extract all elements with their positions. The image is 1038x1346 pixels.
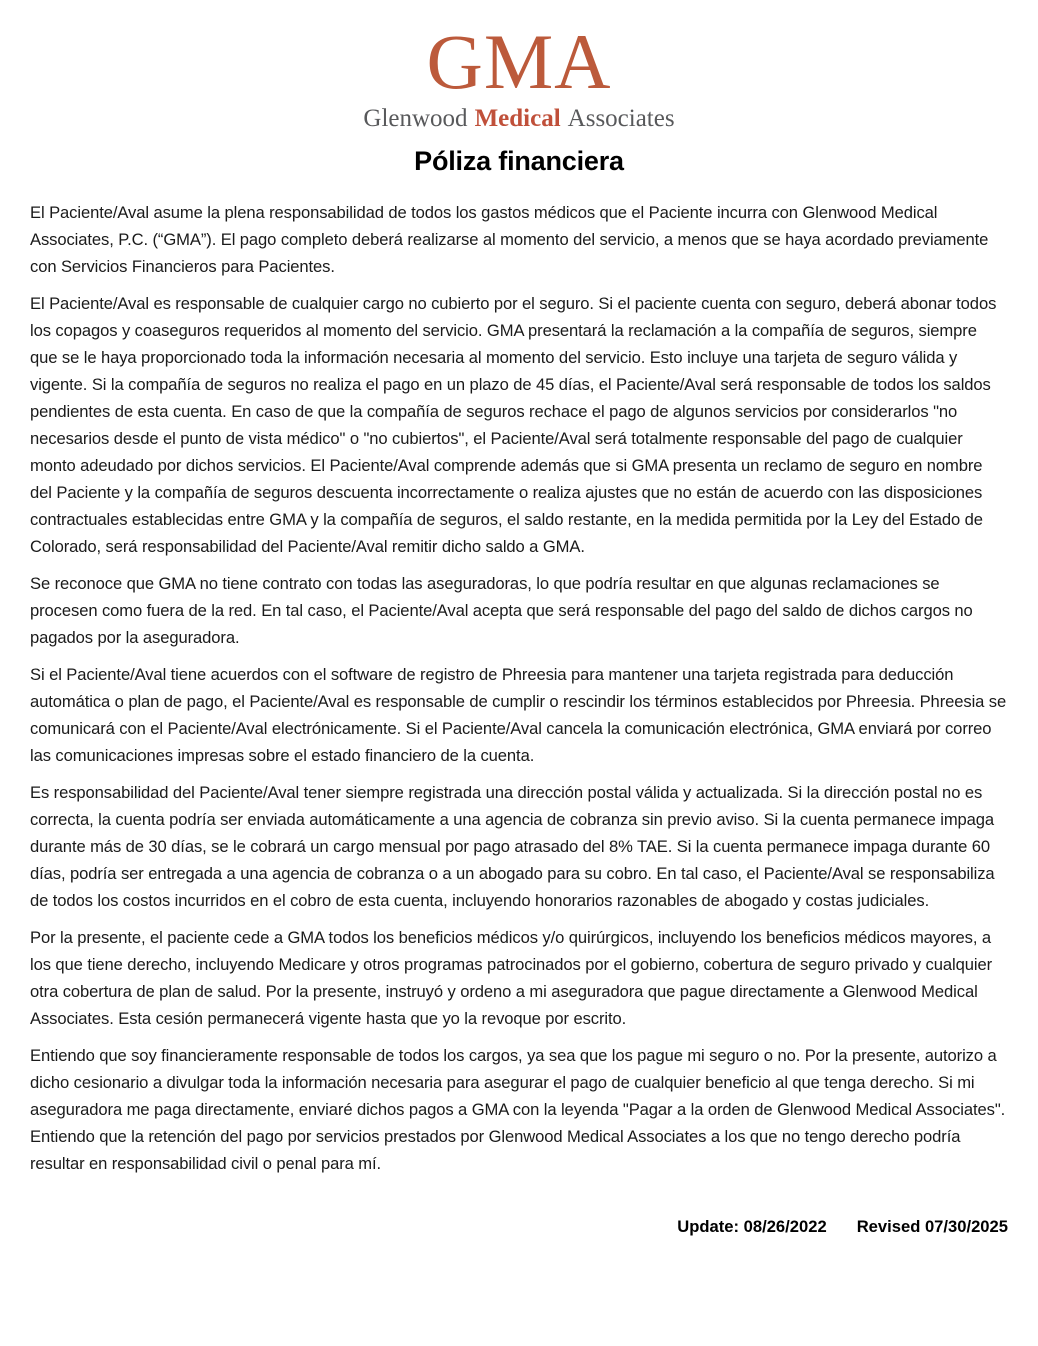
logo-subtitle-glenwood: Glenwood: [363, 105, 468, 132]
document-header: [30, 18, 1008, 177]
gma-logo: GMA: [426, 18, 612, 105]
policy-paragraph: Entiendo que soy financieramente responsable de todos los cargos, ya sea que los pague mi seguro o no. Por la presente, autorizo a dicho cesionario a divulgar toda la información necesaria para asegurar el pago de cualquier beneficio al que tenga derecho. Si mi aseguradora me paga directamente, enviaré dichos pagos a GMA con la leyenda "Pagar a la orden de Glenwood Medical Associates". Entiendo que la retención del pago por servicios prestados por Glenwood Medical Associates a los que no tengo derecho podría resultar en responsabilidad civil o penal para mí.: [30, 1046, 1006, 1173]
logo-subtitle: [30, 104, 1008, 134]
page-title: Póliza financiera: [414, 146, 624, 176]
update-date: Update: 08/26/2022: [677, 1217, 827, 1236]
revised-date: Revised 07/30/2025: [856, 1217, 1008, 1236]
document-footer: [30, 1217, 1008, 1237]
policy-body: [30, 199, 1008, 1187]
policy-paragraph: El Paciente/Aval asume la plena responsabilidad de todos los gastos médicos que el Paciente incurra con Glenwood Medical Associates, P.C. (“GMA”). El pago completo deberá realizarse al momento del servicio, a menos que se haya acordado previamente con Servicios Financieros para Pacientes.: [30, 203, 989, 276]
logo-subtitle-medical: Medical: [474, 105, 561, 132]
policy-paragraph: Por la presente, el paciente cede a GMA todos los beneficios médicos y/o quirúrgicos, incluyendo los beneficios médicos mayores, a los que tiene derecho, incluyendo Medicare y otros programas patrocinados por el gobierno, cobertura de seguro privado y cualquier otra cobertura de plan de salud. Por la presente, instruyó y ordeno a mi aseguradora que pague directamente a Glenwood Medical Associates. Esta cesión permanecerá vigente hasta que yo la revoque por escrito.: [30, 928, 992, 1028]
policy-paragraph: El Paciente/Aval es responsable de cualquier cargo no cubierto por el seguro. Si el paciente cuenta con seguro, deberá abonar todos los copagos y coaseguros requeridos al momento del servicio. GMA presentará la reclamación a la compañía de seguros, siempre que se le haya proporcionado toda la información necesaria al momento del servicio. Esto incluye una tarjeta de seguro válida y vigente. Si la compañía de seguros no realiza el pago en un plazo de 45 días, el Paciente/Aval será responsable de todos los saldos pendientes de esta cuenta. En caso de que la compañía de seguros rechace el pago de algunos servicios por considerarlos "no necesarios desde el punto de vista médico" o "no cubiertos", el Paciente/Aval será totalmente responsable del pago de cualquier monto adeudado por dichos servicios. El Paciente/Aval comprende además que si GMA presenta un reclamo de seguro en nombre del Paciente y la compañía de seguros descuenta incorrectamente o realiza ajustes que no están de acuerdo con las disposiciones contractuales establecidas entre GMA y la compañía de seguros, el saldo restante, en la medida permitida por la Ley del Estado de Colorado, será responsabilidad del Paciente/Aval remitir dicho saldo a GMA.: [30, 294, 997, 556]
policy-paragraph: Si el Paciente/Aval tiene acuerdos con el software de registro de Phreesia para mantener una tarjeta registrada para deducción automática o plan de pago, el Paciente/Aval es responsable de cumplir o rescindir los términos establecidos por Phreesia. Phreesia se comunicará con el Paciente/Aval electrónicamente. Si el Paciente/Aval cancela la comunicación electrónica, GMA enviará por correo las comunicaciones impresas sobre el estado financiero de la cuenta.: [30, 665, 1007, 765]
policy-paragraph: Es responsabilidad del Paciente/Aval tener siempre registrada una dirección postal válida y actualizada. Si la dirección postal no es correcta, la cuenta podría ser enviada automáticamente a una agencia de cobranza sin previo aviso. Si la cuenta permanece impaga durante más de 30 días, se le cobrará un cargo mensual por pago atrasado del 8% TAE. Si la cuenta permanece impaga durante 60 días, podría ser entregada a una agencia de cobranza o a un abogado para su cobro. En tal caso, el Paciente/Aval se responsabiliza de todos los costos incurridos en el cobro de esta cuenta, incluyendo honorarios razonables de abogado y costas judiciales.: [30, 783, 995, 910]
policy-paragraph: Se reconoce que GMA no tiene contrato con todas las aseguradoras, lo que podría resultar en que algunas reclamaciones se procesen como fuera de la red. En tal caso, el Paciente/Aval acepta que será responsable del pago del saldo de dichos cargos no pagados por la aseguradora.: [30, 574, 973, 647]
logo-subtitle-associates: Associates: [567, 105, 675, 132]
